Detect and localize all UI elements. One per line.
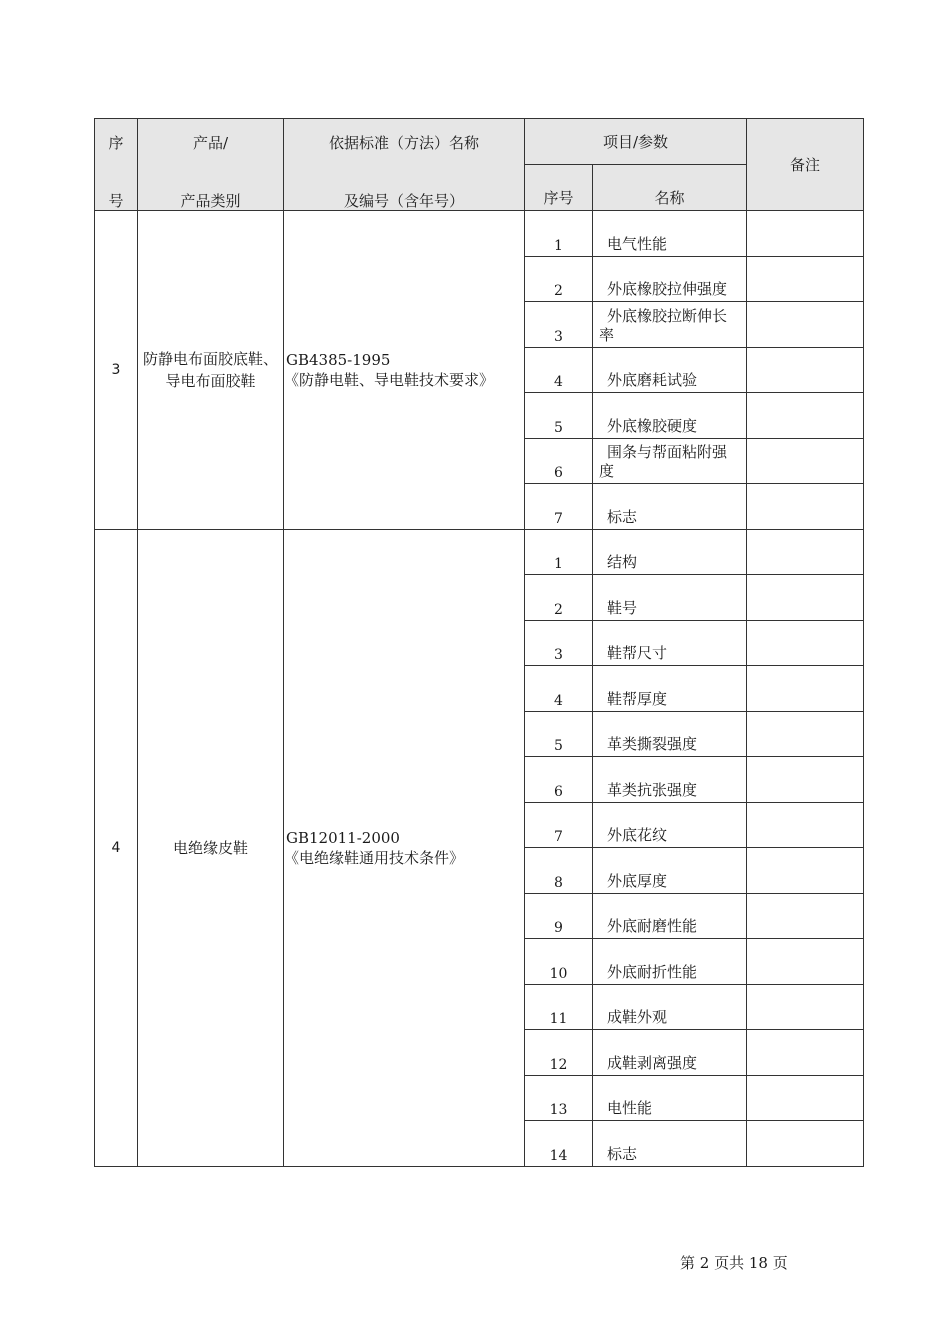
item-seq: 1: [525, 211, 593, 257]
item-remark: [747, 984, 864, 1030]
item-remark: [747, 393, 864, 439]
table-row: [95, 529, 864, 575]
item-name-text: 鞋帮厚度: [607, 689, 668, 708]
item-name: [593, 256, 747, 302]
item-name: [593, 711, 747, 757]
item-name-text: 外底厚度: [607, 871, 668, 890]
row-seq: 3: [95, 211, 138, 530]
item-seq: 5: [525, 711, 593, 757]
item-seq: 14: [525, 1121, 593, 1167]
item-seq: 6: [525, 438, 593, 484]
item-remark: [747, 256, 864, 302]
row-seq: 4: [95, 529, 138, 1166]
item-remark: [747, 302, 864, 348]
row-product: 电绝缘皮鞋: [138, 529, 284, 1166]
item-name-text: 外底磨耗试验: [607, 371, 698, 389]
item-name-text: 鞋帮尺寸: [607, 644, 668, 662]
item-remark: [747, 484, 864, 530]
item-name-text: 标志: [607, 1144, 638, 1163]
item-name: [593, 211, 747, 257]
item-remark: [747, 211, 864, 257]
item-name-text: 外底耐磨性能: [607, 917, 698, 935]
item-name-text: 外底橡胶拉伸强度: [607, 280, 728, 298]
item-name: [593, 575, 747, 621]
item-seq: 6: [525, 757, 593, 803]
item-name: [593, 438, 747, 484]
item-remark: [747, 666, 864, 712]
item-remark: [747, 529, 864, 575]
item-name: [593, 393, 747, 439]
item-name-text: 外底花纹: [607, 826, 668, 844]
item-name-text: 成鞋剥离强度: [607, 1053, 698, 1072]
item-name-text: 电气性能: [607, 234, 668, 253]
item-name: [593, 1121, 747, 1167]
item-name-text: 围条与帮面粘附强度: [599, 443, 728, 480]
standard-code: GB12011-2000: [286, 828, 400, 847]
standard-title: 《防静电鞋、导电鞋技术要求》: [284, 370, 495, 389]
item-remark: [747, 347, 864, 393]
item-remark: [747, 620, 864, 666]
table-header-row: [95, 119, 864, 165]
item-seq: 3: [525, 620, 593, 666]
item-name-text: 外底橡胶硬度: [607, 416, 698, 435]
item-name-text: 外底耐折性能: [607, 962, 698, 981]
header-product: 产品/ 产品类别: [138, 119, 284, 211]
table-body: [95, 211, 864, 1167]
row-product: 防静电布面胶底鞋、导电布面胶鞋: [138, 211, 284, 530]
item-remark: [747, 848, 864, 894]
item-name: [593, 848, 747, 894]
item-remark: [747, 757, 864, 803]
item-name: [593, 939, 747, 985]
item-seq: 3: [525, 302, 593, 348]
item-name-text: 结构: [607, 553, 638, 571]
inspection-table: [94, 118, 864, 1167]
item-remark: [747, 575, 864, 621]
item-name: [593, 529, 747, 575]
row-standard: [284, 529, 525, 1166]
item-seq: 13: [525, 1075, 593, 1121]
item-name: [593, 893, 747, 939]
item-name-text: 革类抗张强度: [607, 780, 698, 799]
header-standard: 依据标准（方法）名称 及编号（含年号）: [284, 119, 525, 211]
standard-title: 《电绝缘鞋通用技术条件》: [284, 848, 465, 867]
item-name: [593, 620, 747, 666]
item-seq: 10: [525, 939, 593, 985]
item-remark: [747, 711, 864, 757]
item-name: [593, 666, 747, 712]
item-name-text: 电性能: [607, 1099, 653, 1117]
item-seq: 2: [525, 256, 593, 302]
header-item-name: 名称: [593, 165, 747, 211]
item-name-text: 成鞋外观: [607, 1008, 668, 1026]
item-seq: 2: [525, 575, 593, 621]
item-seq: 5: [525, 393, 593, 439]
item-name: [593, 984, 747, 1030]
item-seq: 9: [525, 893, 593, 939]
item-name: [593, 1075, 747, 1121]
item-seq: 7: [525, 484, 593, 530]
item-name: [593, 757, 747, 803]
standard-code: GB4385-1995: [286, 350, 391, 369]
item-name-text: 标志: [607, 507, 638, 526]
item-name-text: 革类撕裂强度: [607, 735, 698, 753]
item-remark: [747, 1075, 864, 1121]
item-seq: 11: [525, 984, 593, 1030]
item-name: [593, 347, 747, 393]
item-remark: [747, 802, 864, 848]
row-standard: [284, 211, 525, 530]
item-remark: [747, 893, 864, 939]
item-seq: 4: [525, 347, 593, 393]
item-name: [593, 484, 747, 530]
item-remark: [747, 1030, 864, 1076]
item-seq: 4: [525, 666, 593, 712]
item-seq: 1: [525, 529, 593, 575]
item-seq: 8: [525, 848, 593, 894]
item-seq: 12: [525, 1030, 593, 1076]
item-remark: [747, 1121, 864, 1167]
page-number: 第 2 页共 18 页: [680, 1254, 788, 1272]
item-name-text: 鞋号: [607, 598, 638, 617]
header-remark: 备注: [747, 119, 864, 211]
item-name-text: 外底橡胶拉断伸长率: [599, 306, 728, 344]
header-item-group: 项目/参数: [525, 119, 747, 165]
item-name: [593, 1030, 747, 1076]
item-remark: [747, 939, 864, 985]
item-name: [593, 302, 747, 348]
item-seq: 7: [525, 802, 593, 848]
item-remark: [747, 438, 864, 484]
table-row: [95, 211, 864, 257]
header-item-seq: 序号: [525, 165, 593, 211]
item-name: [593, 802, 747, 848]
header-seq: 序 号: [95, 119, 138, 211]
